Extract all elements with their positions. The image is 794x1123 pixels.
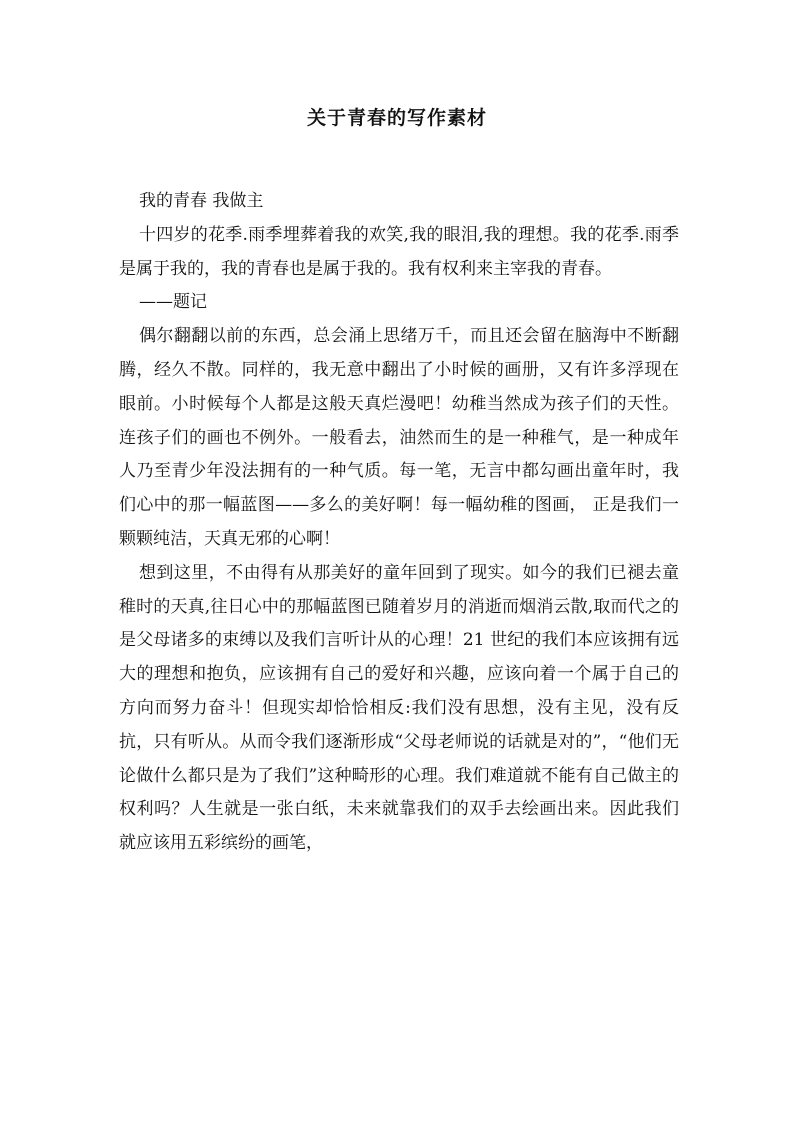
document-body: [119, 185, 679, 861]
paragraph-epigraph: 十四岁的花季.雨季埋葬着我的欢笑,我的眼泪,我的理想。我的花季.雨季是属于我的，我的青春也是属于我的。我有权利来主宰我的青春。: [119, 224, 679, 279]
epigraph-attribution: ——题记: [139, 292, 207, 313]
paragraph-childhood: 偶尔翻翻以前的东西，总会涌上思绪万千，而且还会留在脑海中不断翻腾，经久不散。同样的，我无意中翻出了小时候的画册，又有许多浮现在眼前。小时候每个人都是这般天真烂漫吧！幼稚当然成为孩子们的天性。连孩子们的画也不例外。一般看去，油然而生的是一种稚气，是一种成年人乃至青少年没法拥有的一种气质。每一笔，无言中都勾画出童年时，我们心中的那一幅蓝图——多么的美好啊！每一幅幼稚的图画， 正是我们一颗颗纯洁，天真无邪的心啊！: [119, 326, 679, 549]
document-title: 关于青春的写作素材: [306, 107, 487, 129]
essay-heading: 我的青春 我做主: [139, 191, 264, 211]
paragraph-reality: 想到这里，不由得有从那美好的童年回到了现实。如今的我们已褪去童稚时的天真,往日心中的那幅蓝图已随着岁月的消逝而烟消云散,取而代之的是父母诸多的束缚以及我们言听计从的心理！21 世纪的我们本应该拥有远大的理想和抱负，应该拥有自己的爱好和兴趣，应该向着一个属于自己的方向而努力奋斗！但现实却恰恰相反:我们没有思想，没有主见，没有反抗，只有听从。从而令我们逐渐形成“父母老师说的话就是对的”，“他们无论做什么都只是为了我们”这种畸形的心理。我们难道就不能有自己做主的权利吗？人生就是一张白纸，未来就靠我们的双手去绘画出来。因此我们就应该用五彩缤纷的画笔，: [119, 562, 679, 854]
